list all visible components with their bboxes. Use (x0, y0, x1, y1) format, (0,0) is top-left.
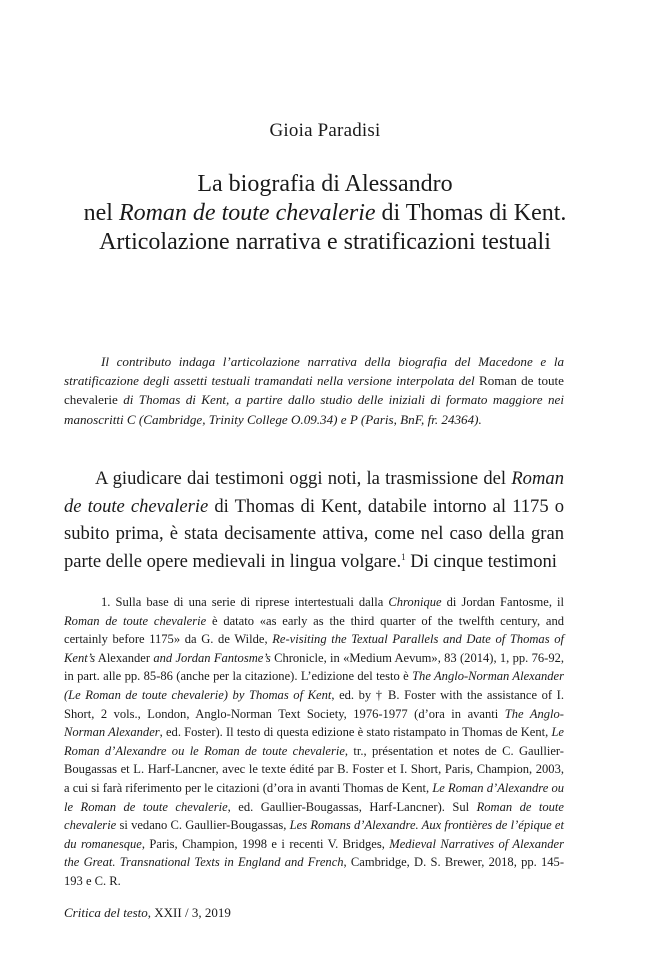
abstract: Il contributo indaga l’articolazione narrativa della biografia del Macedone e la stratificazione degli assetti testuali tramandati nella versione interpolata del Roman de toute chevalerie di Thomas di Kent, a partire dallo studio delle iniziali di formato maggiore nei manoscritti C (Cambridge, Trinity College O.09.34) e P (Paris, BnF, fr. 24364). (64, 354, 564, 427)
footnote-text: , ed. Gaullier-Bougassas, Harf-Lancner). Sul (227, 799, 477, 814)
footnote-cited-title: Roman de toute chevalerie (64, 799, 564, 833)
footnote-cited-title: and Jordan Fantosme’s (153, 650, 271, 665)
footnote-text: Alexander (95, 650, 154, 665)
footnote-text: , tr., présentation et notes de C. Gaullier-Bougassas et L. Harf-Lancner, avec le texte édité par B. Foster et I. Short, Paris, Champion, 2003, a cui si farà riferimento per le citazioni (d’ora in avanti Thomas de Kent, (64, 743, 564, 795)
footnote-cited-title: Le Roman d’Alexandre ou le Roman de toute chevalerie (64, 780, 564, 814)
title-line-3: Articolazione narrativa e stratificazioni testuali (99, 229, 551, 255)
footnote-reference[interactable]: 1 (401, 551, 406, 562)
title-line-1: La biografia di Alessandro (197, 171, 453, 197)
footnote-cited-title: Medieval Narratives of Alexander the Great. Transnational Texts in England and French (64, 836, 564, 870)
body-work-name: Roman de toute chevalerie (64, 468, 564, 517)
journal-citation (64, 905, 231, 921)
footnote-cited-title: Re-visiting the Textual Parallels and Date of Thomas of Kent’s (64, 632, 564, 665)
journal-name: Critica del testo (64, 905, 148, 920)
abstract-work-name: Roman de toute chevalerie (64, 373, 564, 408)
footnote-text: 1. Sulla base di una serie di riprese intertestuali dalla (101, 595, 389, 609)
article-title (20, 170, 630, 257)
footnote-cited-title: Les Romans d’Alexandre. Aux frontières de l’épique et du romanesque (64, 818, 564, 851)
footnote-text: , ed. by † B. Foster with the assistance of I. Short, 2 vols., London, Anglo-Norman Text Society, 1976-1977 (d’ora in avanti (64, 687, 565, 721)
footnote-cited-title: The Anglo-Norman Alexander (Le Roman de toute chevalerie) by Thomas of Kent (64, 669, 564, 702)
footnote-text: di Jordan Fantosme, il (441, 595, 565, 609)
footnote-cited-title: Le Roman d’Alexandre ou le Roman de toute chevalerie (64, 725, 564, 758)
footnote-text: , ed. Foster). Il testo di questa edizione è stato ristampato in Thomas de Kent, (159, 725, 552, 740)
footnote-text: si vedano C. Gaullier-Bougassas, (116, 818, 290, 833)
journal-issue: , XXII / 3, 2019 (147, 905, 231, 920)
title-work-name: Roman de toute chevalerie (118, 200, 376, 226)
footnote-1 (64, 593, 564, 891)
author-name: Gioia Paradisi (269, 120, 381, 141)
footnote-cited-title: Chronique (388, 595, 442, 609)
body-paragraph: A giudicare dai testimoni oggi noti, la trasmissione del Roman de toute chevalerie di Thomas di Kent, databile intorno al 1175 o subito prima, è stata decisamente attiva, come nel caso della gran parte delle opere medievali in lingua volgare.$^1$ Di cinque testimoni (64, 468, 564, 572)
footnote-text: è datato «as early as the third quarter of the twelfth century, and certainly before 1175» da G. de Wilde, (64, 613, 564, 647)
footnote-cited-title: The Anglo-Norman Alexander (64, 706, 564, 740)
footnote-text: , Paris, Champion, 1998 e i recenti V. Bridges, (141, 836, 390, 851)
footnote-cited-title: Roman de toute chevalerie (64, 613, 207, 628)
footnote-text: Chronicle, in «Medium Aevum», 83 (2014), 1, pp. 76-92, in part. alle pp. 85-86 (anche per la citazione). L’edizione del testo è (64, 650, 565, 684)
title-line-2: nel Roman de toute chevalerie di Thomas di Kent. (83, 200, 567, 226)
footnote-text: , Cambridge, D. S. Brewer, 2018, pp. 145-193 e C. R. (64, 855, 564, 888)
